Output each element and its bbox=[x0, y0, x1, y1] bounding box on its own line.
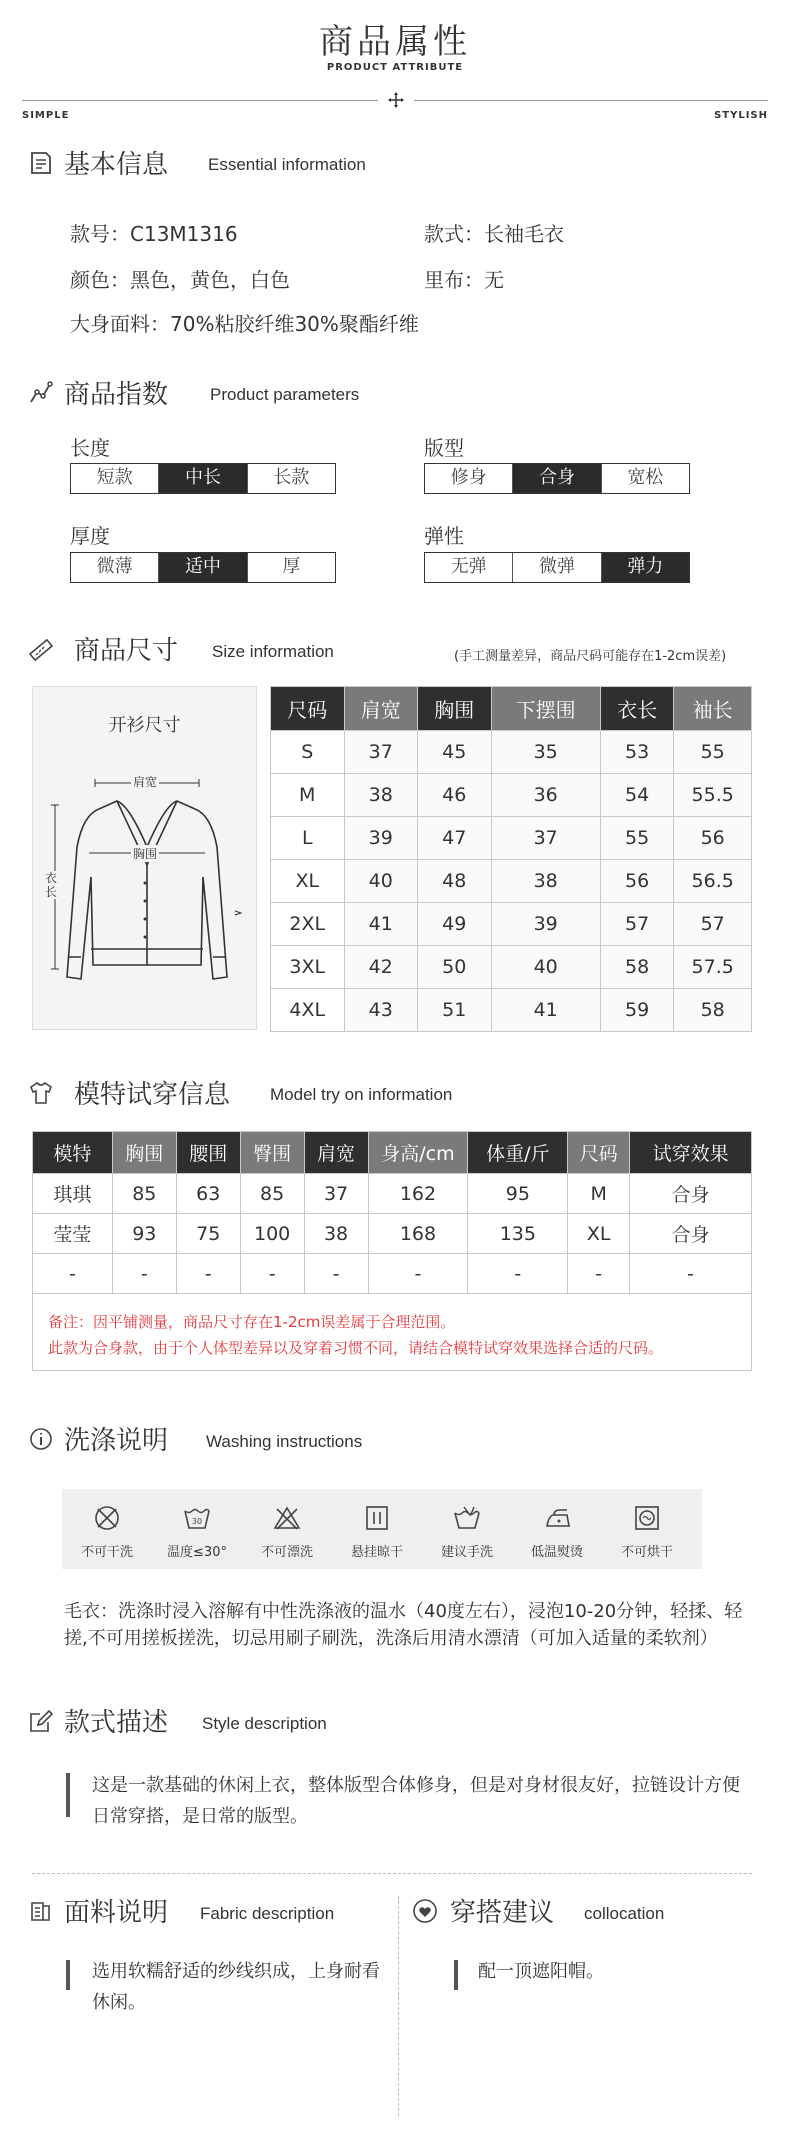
table-cell: 75 bbox=[176, 1214, 240, 1254]
params-title: 商品指数 bbox=[64, 380, 169, 410]
table-cell: 3XL bbox=[271, 946, 345, 989]
table-cell: 42 bbox=[344, 946, 418, 989]
model-table bbox=[32, 1131, 752, 1294]
table-cell: 57 bbox=[674, 903, 752, 946]
model-header-cell: 臀围 bbox=[240, 1132, 304, 1174]
product-fabric: 大身面料：70%粘胶纤维30%聚酯纤维 bbox=[70, 312, 419, 336]
table-cell: 37 bbox=[344, 731, 418, 774]
heart-circle-icon bbox=[412, 1898, 438, 1924]
table-cell: 57.5 bbox=[674, 946, 752, 989]
table-cell: 35 bbox=[491, 731, 600, 774]
table-cell: XL bbox=[568, 1214, 630, 1254]
no-dry-clean-icon bbox=[92, 1503, 122, 1533]
style-title: 款式描述 bbox=[64, 1708, 169, 1738]
table-cell: 合身 bbox=[630, 1214, 752, 1254]
table-cell: 合身 bbox=[630, 1174, 752, 1214]
wash-item bbox=[608, 1503, 686, 1560]
table-cell: 41 bbox=[344, 903, 418, 946]
length-scale bbox=[70, 463, 336, 494]
diagram-shoulder-label: 肩宽 bbox=[133, 775, 158, 789]
fit-option: 修身 bbox=[450, 467, 487, 488]
table-cell: 63 bbox=[176, 1174, 240, 1214]
quote-bar bbox=[66, 1960, 70, 1990]
table-cell: 85 bbox=[240, 1174, 304, 1214]
washing-icons-panel bbox=[62, 1489, 702, 1569]
style-title-en: Style description bbox=[202, 1714, 327, 1733]
size-title: 商品尺寸 bbox=[74, 636, 179, 666]
thickness-option-selected: 适中 bbox=[158, 553, 246, 582]
table-row bbox=[33, 1214, 752, 1254]
table-cell: 琪琪 bbox=[33, 1174, 113, 1214]
elasticity-option: 无弹 bbox=[450, 556, 487, 577]
table-cell: 162 bbox=[368, 1174, 468, 1214]
table-cell: 59 bbox=[600, 989, 674, 1032]
wash-label: 建议手洗 bbox=[440, 1545, 493, 1560]
table-row bbox=[33, 1254, 752, 1294]
length-label: 长度 bbox=[70, 436, 110, 460]
divider-left bbox=[22, 100, 378, 101]
table-cell: 168 bbox=[368, 1214, 468, 1254]
elasticity-label: 弹性 bbox=[424, 524, 464, 548]
table-cell: 93 bbox=[112, 1214, 176, 1254]
fit-label: 版型 bbox=[424, 436, 464, 460]
table-row bbox=[271, 774, 752, 817]
collocation-title: 穿搭建议 bbox=[450, 1898, 555, 1928]
table-cell: 40 bbox=[344, 860, 418, 903]
wash-label: 悬挂晾干 bbox=[350, 1545, 403, 1560]
table-cell: 56.5 bbox=[674, 860, 752, 903]
table-cell: 50 bbox=[418, 946, 492, 989]
washing-title: 洗涤说明 bbox=[64, 1426, 169, 1456]
table-row bbox=[33, 1174, 752, 1214]
page-subtitle: PRODUCT ATTRIBUTE bbox=[326, 62, 464, 73]
table-cell: XL bbox=[271, 860, 345, 903]
table-cell: 100 bbox=[240, 1214, 304, 1254]
table-cell: 58 bbox=[600, 946, 674, 989]
model-header-cell: 腰围 bbox=[176, 1132, 240, 1174]
wash-item bbox=[428, 1503, 506, 1560]
table-cell: 38 bbox=[344, 774, 418, 817]
table-row bbox=[271, 817, 752, 860]
section-divider bbox=[32, 1873, 752, 1874]
wash-label: 不可漂洗 bbox=[260, 1545, 313, 1560]
table-cell: - bbox=[240, 1254, 304, 1294]
table-cell: 55 bbox=[600, 817, 674, 860]
table-cell: 57 bbox=[600, 903, 674, 946]
trend-line-icon bbox=[28, 380, 54, 406]
table-row bbox=[271, 903, 752, 946]
fit-option-selected: 合身 bbox=[512, 464, 600, 493]
table-cell: M bbox=[271, 774, 345, 817]
size-table-header bbox=[271, 687, 752, 731]
table-cell: 2XL bbox=[271, 903, 345, 946]
table-cell: 39 bbox=[491, 903, 600, 946]
model-header-cell: 尺码 bbox=[568, 1132, 630, 1174]
table-cell: 36 bbox=[491, 774, 600, 817]
info-icon bbox=[28, 1426, 54, 1452]
tshirt-icon bbox=[28, 1080, 54, 1106]
table-cell: 49 bbox=[418, 903, 492, 946]
fabric-title: 面料说明 bbox=[64, 1898, 169, 1928]
table-cell: 55 bbox=[674, 731, 752, 774]
fabric-title-en: Fabric description bbox=[200, 1904, 335, 1923]
table-cell: - bbox=[468, 1254, 568, 1294]
hand-wash-icon bbox=[452, 1503, 482, 1533]
model-header-cell: 身高/cm bbox=[368, 1132, 468, 1174]
header-left-text: SIMPLE bbox=[22, 110, 70, 121]
table-cell: - bbox=[568, 1254, 630, 1294]
table-cell: - bbox=[368, 1254, 468, 1294]
model-table-header bbox=[33, 1132, 752, 1174]
model-header-cell: 胸围 bbox=[112, 1132, 176, 1174]
cross-ornament-icon bbox=[388, 92, 404, 108]
table-cell: 56 bbox=[600, 860, 674, 903]
model-note-1: 备注：因平铺测量，商品尺寸存在1-2cm误差属于合理范围。 bbox=[48, 1313, 456, 1331]
thickness-scale bbox=[70, 552, 336, 583]
table-cell: 45 bbox=[418, 731, 492, 774]
thickness-option: 厚 bbox=[247, 553, 335, 582]
diagram-length-label: 衣长 bbox=[45, 871, 58, 899]
table-cell: 37 bbox=[304, 1174, 368, 1214]
table-row bbox=[271, 989, 752, 1032]
table-cell: 95 bbox=[468, 1174, 568, 1214]
table-cell: 55.5 bbox=[674, 774, 752, 817]
size-table bbox=[270, 686, 752, 1032]
table-cell: 58 bbox=[674, 989, 752, 1032]
ruler-icon bbox=[28, 637, 54, 663]
size-diagram bbox=[32, 686, 257, 1030]
diagram-chest-label: 胸围 bbox=[133, 847, 158, 861]
edit-icon bbox=[28, 1708, 54, 1734]
thickness-option: 微薄 bbox=[96, 556, 133, 577]
elasticity-option-selected: 弹力 bbox=[601, 553, 689, 582]
hang-dry-icon bbox=[362, 1503, 392, 1533]
iron-low-icon bbox=[542, 1503, 572, 1533]
wash-label: 低温熨烫 bbox=[530, 1545, 583, 1560]
table-cell: - bbox=[33, 1254, 113, 1294]
table-cell: 38 bbox=[491, 860, 600, 903]
table-cell: 54 bbox=[600, 774, 674, 817]
thickness-label: 厚度 bbox=[70, 524, 110, 548]
table-cell: 37 bbox=[491, 817, 600, 860]
diagram-title: 开衫尺寸 bbox=[108, 715, 181, 736]
elasticity-option: 微弹 bbox=[512, 553, 600, 582]
size-header-cell: 下摆围 bbox=[491, 687, 600, 731]
elasticity-scale bbox=[424, 552, 690, 583]
fit-scale bbox=[424, 463, 690, 494]
no-tumble-dry-icon bbox=[632, 1503, 662, 1533]
table-row bbox=[271, 731, 752, 774]
washing-text: 毛衣：洗涤时浸入溶解有中性洗涤液的温水（40度左右），浸泡10-20分钟，轻揉、轻搓,不可用搓板搓洗，切忌用刷子刷洗，洗涤后用清水漂清（可加入适量的柔软剂） bbox=[64, 1601, 743, 1649]
quote-bar bbox=[66, 1773, 70, 1817]
table-cell: 51 bbox=[418, 989, 492, 1032]
product-lining: 里布：无 bbox=[424, 268, 504, 292]
table-cell: 41 bbox=[491, 989, 600, 1032]
table-cell: 53 bbox=[600, 731, 674, 774]
table-cell: - bbox=[176, 1254, 240, 1294]
model-title-en: Model try on information bbox=[270, 1085, 453, 1104]
size-header-cell: 衣长 bbox=[600, 687, 674, 731]
product-code: 款号：C13M1316 bbox=[70, 222, 238, 246]
length-option: 长款 bbox=[247, 464, 335, 493]
size-note: (手工测量差异，商品尺码可能存在1-2cm误差) bbox=[454, 649, 727, 664]
model-header-cell: 体重/斤 bbox=[468, 1132, 568, 1174]
wash-item bbox=[518, 1503, 596, 1560]
table-cell: - bbox=[304, 1254, 368, 1294]
collocation-text: 配一顶遮阳帽。 bbox=[478, 1961, 604, 1982]
model-header-cell: 肩宽 bbox=[304, 1132, 368, 1174]
no-bleach-icon bbox=[272, 1503, 302, 1533]
model-header-cell: 试穿效果 bbox=[630, 1132, 752, 1174]
table-cell: 39 bbox=[344, 817, 418, 860]
model-header-cell: 模特 bbox=[33, 1132, 113, 1174]
model-note-2: 此款为合身款，由于个人体型差异以及穿着习惯不同，请结合模特试穿效果选择合适的尺码。 bbox=[48, 1339, 664, 1357]
fabric-text: 选用软糯舒适的纱线织成，上身耐看休闲。 bbox=[92, 1961, 380, 2013]
length-option: 短款 bbox=[96, 467, 133, 488]
table-cell: 43 bbox=[344, 989, 418, 1032]
collocation-title-en: collocation bbox=[584, 1904, 665, 1923]
wash-30-icon bbox=[182, 1503, 212, 1533]
table-cell: 47 bbox=[418, 817, 492, 860]
wash-label: 不可干洗 bbox=[80, 1545, 133, 1560]
divider-right bbox=[414, 100, 768, 101]
wash-item bbox=[338, 1503, 416, 1560]
fit-option: 宽松 bbox=[601, 464, 689, 493]
model-title: 模特试穿信息 bbox=[74, 1080, 231, 1110]
table-cell: - bbox=[630, 1254, 752, 1294]
wash-label: 不可烘干 bbox=[620, 1545, 673, 1560]
column-divider bbox=[398, 1896, 399, 2116]
book-icon bbox=[28, 1898, 54, 1924]
product-color: 颜色：黑色，黄色，白色 bbox=[70, 268, 290, 292]
table-cell: - bbox=[112, 1254, 176, 1294]
size-header-cell: 袖长 bbox=[674, 687, 752, 731]
svg-text:30: 30 bbox=[191, 1517, 203, 1526]
table-cell: 4XL bbox=[271, 989, 345, 1032]
size-header-cell: 胸围 bbox=[418, 687, 492, 731]
size-header-cell: 肩宽 bbox=[344, 687, 418, 731]
wash-item bbox=[248, 1503, 326, 1560]
size-title-en: Size information bbox=[212, 642, 334, 661]
table-cell: 48 bbox=[418, 860, 492, 903]
style-text: 这是一款基础的休闲上衣，整体版型合体修身，但是对身材很友好，拉链设计方便日常穿搭，是日常的版型。 bbox=[92, 1775, 740, 1827]
table-cell: 135 bbox=[468, 1214, 568, 1254]
quote-bar bbox=[454, 1960, 458, 1990]
wash-label: 温度≤30° bbox=[167, 1545, 227, 1560]
table-cell: 莹莹 bbox=[33, 1214, 113, 1254]
table-cell: 46 bbox=[418, 774, 492, 817]
table-cell: L bbox=[271, 817, 345, 860]
basic-title: 基本信息 bbox=[64, 150, 169, 180]
table-cell: S bbox=[271, 731, 345, 774]
length-option-selected: 中长 bbox=[158, 464, 246, 493]
table-row bbox=[271, 860, 752, 903]
table-cell: 40 bbox=[491, 946, 600, 989]
header-right-text: STYLISH bbox=[714, 110, 768, 121]
table-row bbox=[271, 946, 752, 989]
table-cell: 38 bbox=[304, 1214, 368, 1254]
table-cell: 56 bbox=[674, 817, 752, 860]
table-cell: 85 bbox=[112, 1174, 176, 1214]
document-icon bbox=[28, 150, 54, 176]
washing-title-en: Washing instructions bbox=[206, 1432, 363, 1451]
table-cell: M bbox=[568, 1174, 630, 1214]
basic-title-en: Essential information bbox=[208, 155, 366, 174]
params-title-en: Product parameters bbox=[210, 385, 360, 404]
size-header-cell: 尺码 bbox=[271, 687, 345, 731]
page-title: 商品属性 bbox=[319, 22, 471, 62]
product-style: 款式：长袖毛衣 bbox=[424, 222, 564, 246]
wash-item bbox=[158, 1503, 236, 1560]
wash-item bbox=[68, 1503, 146, 1560]
